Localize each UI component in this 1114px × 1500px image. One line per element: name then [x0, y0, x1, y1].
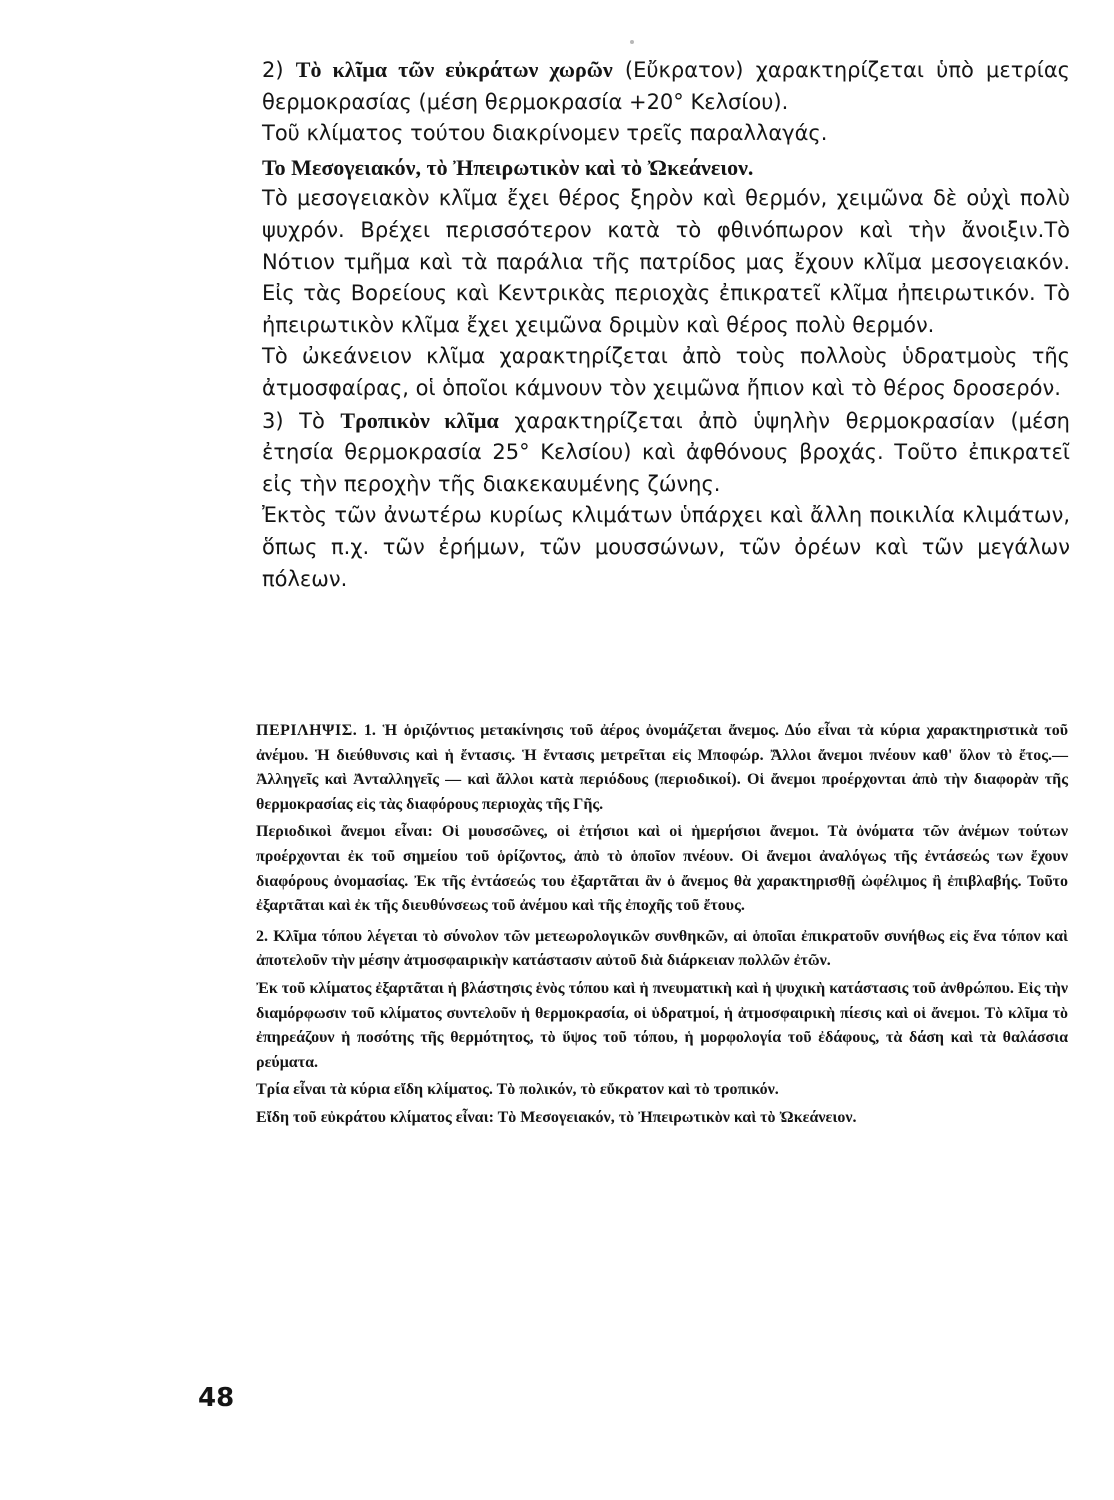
summary-paragraph-climate-factors: Ἐκ τοῦ κλίματος ἐξαρτᾶται ἡ βλάστησις ἑνὸς τόπου καὶ ἡ πνευματικὴ καὶ ἡ ψυχικὴ κατάστασις τοῦ ἀνθρώπου. Εἰς τὴν διαμόρφωσιν τοῦ κλίματος συντελοῦν ἡ θερμοκρασία, οἱ ὑδρατμοί, ἡ ἀτμοσφαιρικὴ πίεσις καὶ οἱ ἄνεμοι. Τὸ κλῖμα τὸ ἐπηρεάζουν ἡ ποσότης τῆς θερμότητος, τὸ ὕψος τοῦ τόπου, ἡ μορφολογία τοῦ ἐδάφους, τὰ δάση καὶ τὰ θαλάσσια ρεύματα.: [256, 979, 1068, 1071]
paragraph-temperate-climate: 2) Τὸ κλῖμα τῶν εὐκράτων χωρῶν (Εὔκρατον) χαρακτηρίζεται ὑπὸ μετρίας θερμοκρασίας (μέση θερμοκρασία +20° Κελσίου).: [262, 57, 1071, 114]
bold-term-temperate: Τὸ κλῖμα τῶν εὐκράτων χωρῶν: [295, 57, 613, 82]
summary-paragraph-climate-definition: 2. Κλῖμα τόπου λέγεται τὸ σύνολον τῶν μετεωρολογικῶν συνθηκῶν, αἱ ὁποῖαι ἐπικρατοῦν συνήθως εἰς ἕνα τόπον καὶ ἀποτελοῦν τὴν μέσην ἀτμοσφαιρικὴν κατάστασιν αὐτοῦ διὰ διάρκειαν πολλῶν ἐτῶν.: [256, 927, 1068, 970]
paragraph-tropical: 3) Τὸ Τροπικὸν κλῖμα χαρακτηρίζεται ἀπὸ ὑψηλὴν θερμοκρασίαν (μέση ἐτησία θερμοκρασία 25° Κελσίου) καὶ ἀφθόνους βροχάς. Τοῦτο ἐπικρατεῖ εἰς τὴν περοχὴν τῆς διακεκαυμένης ζώνης.: [262, 407, 1070, 496]
subheading-variations: Το Μεσογειακόν, τὸ Ἠπειρωτικὸν καὶ τὸ Ὠκεάνειον.: [262, 154, 754, 180]
paragraph-mediterranean: Τὸ μεσογειακὸν κλῖμα ἔχει θέρος ξηρὸν καὶ θερμόν, χειμῶνα δὲ οὐχὶ πολὺ ψυχρόν. Βρέχει περισσότερον κατὰ τὸ φθινόπωρον καὶ τὴν ἄνοιξιν.Τὸ Νότιον τμῆμα καὶ τὰ παράλια τῆς πατρίδος μας ἔχουν κλῖμα μεσογειακόν. Εἰς τὰς Βορείους καὶ Κεντρικὰς περιοχὰς ἐπικρατεῖ κλῖμα ἠπειρωτικόν. Τὸ ἠπειρωτικὸν κλῖμα ἔχει χειμῶνα δριμὺν καὶ θέρος πολὺ θερμόν.: [262, 186, 1070, 337]
main-text: [262, 54, 1070, 595]
page-number: 48: [198, 1383, 235, 1413]
paragraph-oceanic: Τὸ ὠκεάνειον κλῖμα χαρακτηρίζεται ἀπὸ τοὺς πολλοὺς ὑδρατμοὺς τῆς ἀτμοσφαίρας, οἱ ὁποῖοι κάμνουν τὸν χειμῶνα ἤπιον καὶ τὸ θέρος δροσερόν.: [262, 344, 1070, 400]
summary-paragraph-periodic-winds: Περιοδικοὶ ἄνεμοι εἶναι: Οἱ μουσσῶνες, οἱ ἐτήσιοι καὶ οἱ ἡμερήσιοι ἄνεμοι. Τὰ ὀνόματα τῶν ἀνέμων τούτων προέρχονται ἐκ τοῦ σημείου τοῦ ὁρίζοντος, ἀπὸ τὸ ὁποῖον πνέουν. Οἱ ἄνεμοι ἀναλόγως τῆς ἐντάσεώς των ἔχουν διαφόρους ὀνομασίας. Ἐκ τῆς ἐντάσεώς του ἐξαρτᾶται ἂν ὁ ἄνεμος θὰ χαρακτηρισθῇ ὠφέλιμος ἢ ἐπιβλαβής. Τοῦτο ἐξαρτᾶται καὶ ἐκ τῆς διευθύνσεως τοῦ ἀνέμου καὶ τῆς ἐποχῆς τοῦ ἔτους.: [256, 823, 1068, 915]
summary-paragraph-wind: ΠΕΡΙΛΗΨΙΣ. 1. Ἡ ὁριζόντιος μετακίνησις τοῦ ἀέρος ὀνομάζεται ἄνεμος. Δύο εἶναι τὰ κύρια χαρακτηριστικὰ τοῦ ἀνέμου. Ἡ διεύθυνσις καὶ ἡ ἔντασις. Ἡ ἔντασις μετρεῖται εἰς Μποφώρ. Ἄλλοι ἄνεμοι πνέουν καθ' ὅλον τὸ ἔτος.— Ἀλληγεῖς καὶ Ἀνταλληγεῖς — καὶ ἄλλοι κατὰ περιόδους (περιοδικοί). Οἱ ἄνεμοι προέρχονται ἀπὸ τὴν διαφορὰν τῆς θερμοκρασίας εἰς τὰς διαφόρους περιοχὰς τῆς Γῆς.: [256, 722, 1069, 813]
paragraph-variations: Τοῦ κλίματος τούτου διακρίνομεν τρεῖς παραλλαγάς.: [262, 121, 828, 146]
summary-paragraph-climate-types: Τρία εἶναι τὰ κύρια εἴδη κλίματος. Τὸ πολικόν, τὸ εὔκρατον καὶ τὸ τροπικόν.: [256, 1081, 779, 1099]
summary-section: [256, 719, 1068, 1134]
summary-paragraph-temperate-types: Εἴδη τοῦ εὐκράτου κλίματος εἶναι: Τὸ Μεσογειακόν, τὸ Ἠπειρωτικὸν καὶ τὸ Ὠκεάνειον.: [256, 1108, 857, 1126]
print-speck: [630, 40, 634, 44]
paragraph-other-climates: Ἐκτὸς τῶν ἀνωτέρω κυρίως κλιμάτων ὑπάρχει καὶ ἄλλη ποικιλία κλιμάτων, ὅπως π.χ. τῶν ἐρήμων, τῶν μουσσώνων, τῶν ὀρέων καὶ τῶν μεγάλων πόλεων.: [262, 503, 1070, 591]
bold-term-tropical: Τροπικὸν κλῖμα: [340, 407, 499, 433]
summary-label: ΠΕΡΙΛΗΨΙΣ.: [256, 722, 358, 739]
